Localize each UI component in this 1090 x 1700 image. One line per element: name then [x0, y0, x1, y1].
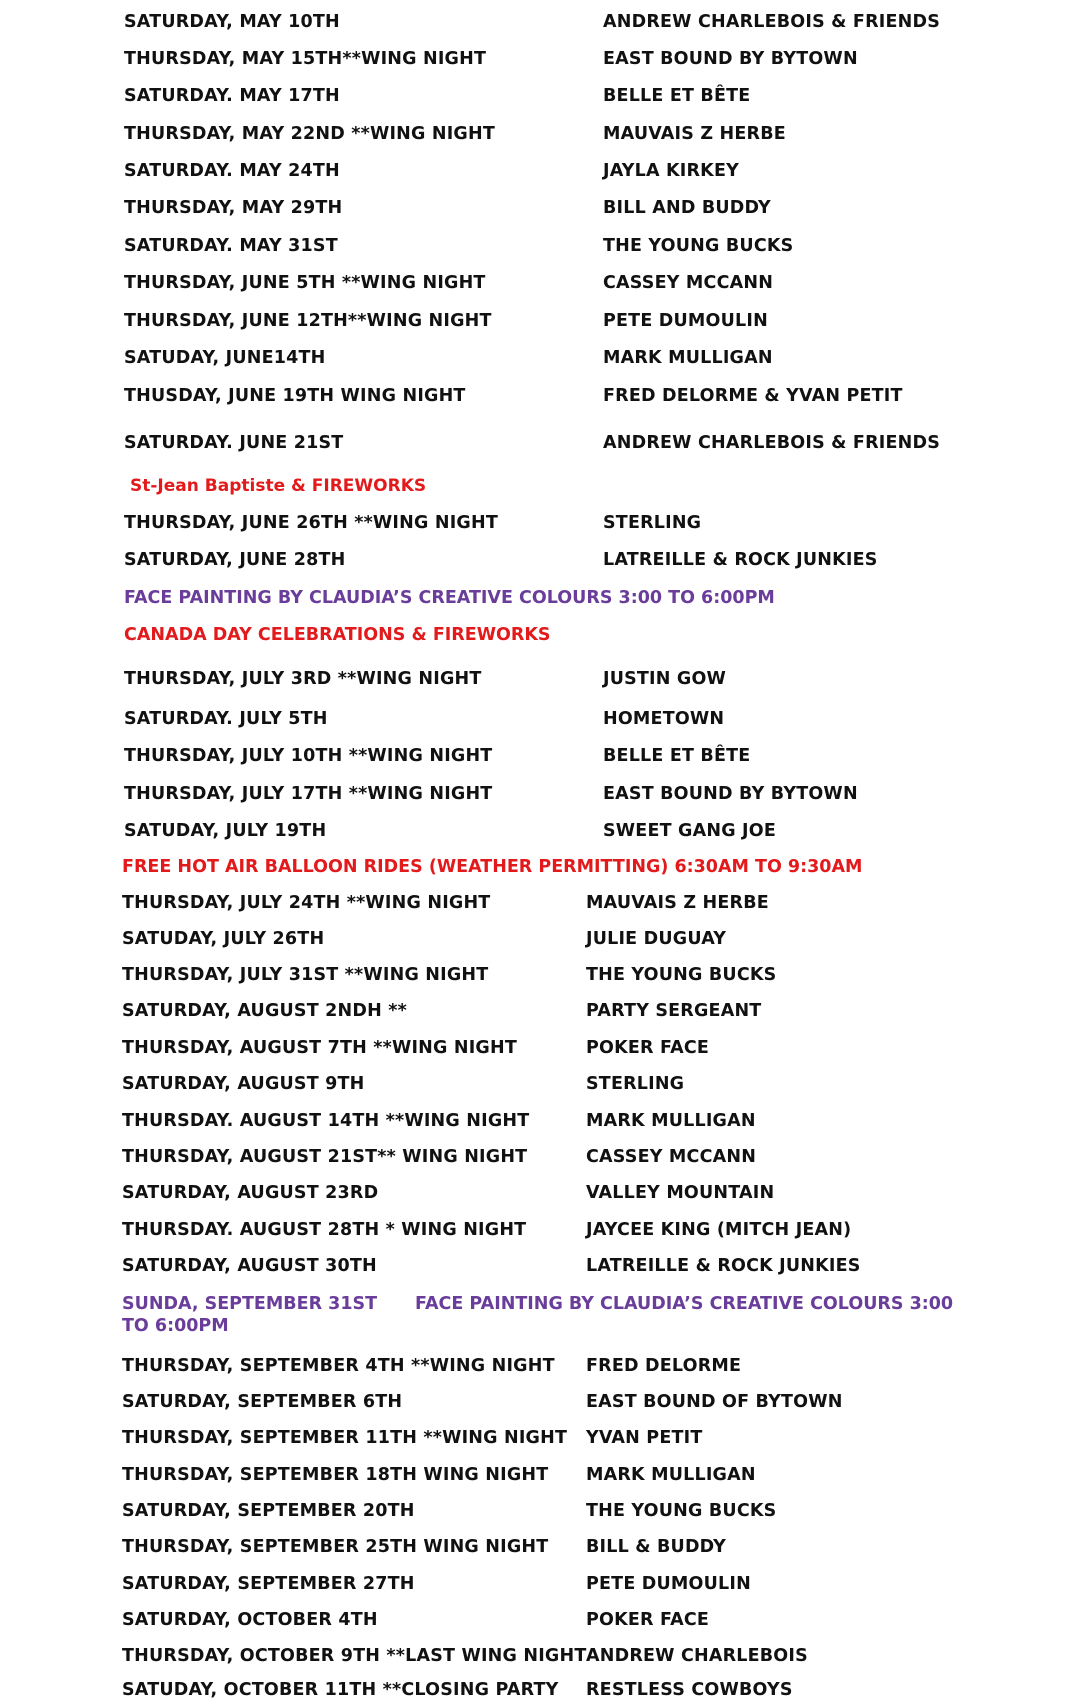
schedule-row [0, 124, 1090, 154]
performer-name: PARTY SERGEANT [586, 1001, 762, 1021]
schedule-row [0, 1465, 1090, 1495]
schedule-row [0, 550, 1090, 580]
performer-name: PETE DUMOULIN [586, 1574, 751, 1594]
event-date: SATURDAY, JUNE 28TH [124, 550, 346, 570]
schedule-row [0, 1074, 1090, 1104]
schedule-row [0, 746, 1090, 776]
event-date: SATURDAY. MAY 17TH [124, 86, 340, 106]
performer-name: BELLE ET BÊTE [603, 86, 751, 106]
performer-name: JULIE DUGUAY [586, 929, 727, 949]
schedule-row [0, 513, 1090, 543]
performer-name: ANDREW CHARLEBOIS & FRIENDS [603, 433, 941, 453]
schedule-row [0, 386, 1090, 416]
schedule-row [0, 49, 1090, 79]
schedule-row [0, 348, 1090, 378]
performer-name: YVAN PETIT [586, 1428, 703, 1448]
schedule-row [0, 1610, 1090, 1640]
event-date: SATURDAY. MAY 31ST [124, 236, 338, 256]
event-date: SATUDAY, JULY 19TH [124, 821, 327, 841]
event-date: THURSDAY, JULY 31ST **WING NIGHT [122, 965, 489, 985]
event-date: THURSDAY, MAY 29TH [124, 198, 343, 218]
event-date: THUSDAY, JUNE 19TH WING NIGHT [124, 386, 466, 406]
schedule-row [0, 161, 1090, 191]
schedule-row [0, 1537, 1090, 1567]
performer-name: PETE DUMOULIN [603, 311, 768, 331]
schedule-row [0, 1256, 1090, 1286]
performer-name: SWEET GANG JOE [603, 821, 776, 841]
performer-name: FRED DELORME & YVAN PETIT [603, 386, 903, 406]
event-note-face-painting: FACE PAINTING BY CLAUDIA’S CREATIVE COLOURS 3:00 TO 6:00PM [124, 588, 775, 608]
event-date: THURSDAY, JUNE 12TH**WING NIGHT [124, 311, 492, 331]
schedule-row [0, 1038, 1090, 1068]
event-note-sunday [122, 1293, 962, 1337]
performer-name: JUSTIN GOW [603, 669, 727, 689]
performer-name: EAST BOUND BY BYTOWN [603, 784, 858, 804]
performer-name: ANDREW CHARLEBOIS [586, 1646, 808, 1666]
event-date: THURSDAY, JUNE 5TH **WING NIGHT [124, 273, 486, 293]
event-date: THURSDAY, SEPTEMBER 11TH **WING NIGHT [122, 1428, 568, 1448]
event-date: SATURDAY, AUGUST 2NDH ** [122, 1001, 407, 1021]
schedule-row [0, 236, 1090, 266]
event-date: THURSDAY, MAY 15TH**WING NIGHT [124, 49, 487, 69]
event-date: THURSDAY, SEPTEMBER 4TH **WING NIGHT [122, 1356, 555, 1376]
performer-name: CASSEY MCCANN [586, 1147, 757, 1167]
event-date: SATURDAY, OCTOBER 4TH [122, 1610, 378, 1630]
event-date: THURSDAY, AUGUST 21ST** WING NIGHT [122, 1147, 528, 1167]
performer-name: MAUVAIS Z HERBE [603, 124, 786, 144]
schedule-row [0, 1428, 1090, 1458]
performer-name: THE YOUNG BUCKS [586, 1501, 777, 1521]
performer-name: STERLING [603, 513, 702, 533]
performer-name: BILL & BUDDY [586, 1537, 726, 1557]
event-date: THURSDAY, OCTOBER 9TH **LAST WING NIGHT [122, 1646, 587, 1666]
schedule-row [0, 821, 1090, 851]
schedule-row [0, 1356, 1090, 1386]
event-date: SATURDAY, AUGUST 9TH [122, 1074, 365, 1094]
schedule-row [0, 893, 1090, 923]
event-date: SATUDAY, JULY 26TH [122, 929, 325, 949]
event-date: SATUDAY, JUNE14TH [124, 348, 326, 368]
performer-name: MARK MULLIGAN [586, 1465, 756, 1485]
event-date: THURSDAY, AUGUST 7TH **WING NIGHT [122, 1038, 517, 1058]
performer-name: LATREILLE & ROCK JUNKIES [603, 550, 878, 570]
performer-name: JAYCEE KING (MITCH JEAN) [586, 1220, 852, 1240]
schedule-row [0, 1392, 1090, 1422]
schedule-row [0, 273, 1090, 303]
event-note-balloon: FREE HOT AIR BALLOON RIDES (WEATHER PERMITTING) 6:30AM TO 9:30AM [122, 857, 863, 877]
schedule-row [0, 1574, 1090, 1604]
event-date: THURSDAY, JULY 10TH **WING NIGHT [124, 746, 493, 766]
event-date: THURSDAY, JULY 17TH **WING NIGHT [124, 784, 493, 804]
performer-name: MARK MULLIGAN [603, 348, 773, 368]
schedule-row [0, 669, 1090, 699]
schedule-row [0, 12, 1090, 42]
performer-name: THE YOUNG BUCKS [586, 965, 777, 985]
event-date: SATURDAY. JUNE 21ST [124, 433, 344, 453]
event-date: SATURDAY. MAY 24TH [124, 161, 340, 181]
schedule-row [0, 1147, 1090, 1177]
event-date: SATURDAY, AUGUST 23RD [122, 1183, 379, 1203]
event-date: SUNDA, SEPTEMBER 31ST [122, 1294, 378, 1314]
schedule-row [0, 965, 1090, 995]
schedule-row [0, 311, 1090, 341]
schedule-row [0, 784, 1090, 814]
performer-name: POKER FACE [586, 1038, 710, 1058]
event-date: THURSDAY. AUGUST 14TH **WING NIGHT [122, 1111, 530, 1131]
schedule-row [0, 1501, 1090, 1531]
event-date: SATURDAY, SEPTEMBER 6TH [122, 1392, 403, 1412]
event-note-st-jean: St-Jean Baptiste & FIREWORKS [130, 476, 427, 496]
performer-name: JAYLA KIRKEY [603, 161, 739, 181]
schedule-row [0, 1220, 1090, 1250]
performer-name: LATREILLE & ROCK JUNKIES [586, 1256, 861, 1276]
performer-name: MARK MULLIGAN [586, 1111, 756, 1131]
event-date: THURSDAY, JUNE 26TH **WING NIGHT [124, 513, 498, 533]
schedule-row [0, 709, 1090, 739]
event-date: SATURDAY, AUGUST 30TH [122, 1256, 377, 1276]
performer-name: RESTLESS COWBOYS [586, 1680, 793, 1700]
schedule-row [0, 1001, 1090, 1031]
performer-name: BELLE ET BÊTE [603, 746, 751, 766]
schedule-row [0, 86, 1090, 116]
performer-name: HOMETOWN [603, 709, 725, 729]
event-date: SATURDAY. JULY 5TH [124, 709, 328, 729]
performer-name: BILL AND BUDDY [603, 198, 771, 218]
event-date: SATURDAY, MAY 10TH [124, 12, 340, 32]
schedule-row [0, 1680, 1090, 1700]
schedule-row [0, 1646, 1090, 1676]
performer-name: POKER FACE [586, 1610, 710, 1630]
performer-name: VALLEY MOUNTAIN [586, 1183, 775, 1203]
event-date: THURSDAY, JULY 3RD **WING NIGHT [124, 669, 482, 689]
event-date: THURSDAY, JULY 24TH **WING NIGHT [122, 893, 491, 913]
event-date: SATURDAY, SEPTEMBER 27TH [122, 1574, 415, 1594]
performer-name: STERLING [586, 1074, 685, 1094]
event-date: THURSDAY, SEPTEMBER 25TH WING NIGHT [122, 1537, 549, 1557]
event-note-canada-day: CANADA DAY CELEBRATIONS & FIREWORKS [124, 625, 551, 645]
performer-name: FRED DELORME [586, 1356, 742, 1376]
schedule-row [0, 198, 1090, 228]
performer-name: THE YOUNG BUCKS [603, 236, 794, 256]
performer-name: EAST BOUND BY BYTOWN [603, 49, 858, 69]
event-date: THURSDAY, MAY 22ND **WING NIGHT [124, 124, 495, 144]
schedule-row [0, 433, 1090, 463]
schedule-row [0, 1111, 1090, 1141]
performer-name: CASSEY MCCANN [603, 273, 774, 293]
event-date: THURSDAY, SEPTEMBER 18TH WING NIGHT [122, 1465, 549, 1485]
performer-name: EAST BOUND OF BYTOWN [586, 1392, 843, 1412]
event-date: SATUDAY, OCTOBER 11TH **CLOSING PARTY [122, 1680, 559, 1700]
event-date: THURSDAY. AUGUST 28TH * WING NIGHT [122, 1220, 527, 1240]
performer-name: MAUVAIS Z HERBE [586, 893, 769, 913]
performer-name: ANDREW CHARLEBOIS & FRIENDS [603, 12, 941, 32]
schedule-row [0, 1183, 1090, 1213]
event-date: SATURDAY, SEPTEMBER 20TH [122, 1501, 415, 1521]
schedule-row [0, 929, 1090, 959]
event-note-text: FACE PAINTING BY CLAUDIA’S CREATIVE COLOURS 3:00 TO 6:00PM [122, 1294, 954, 1336]
